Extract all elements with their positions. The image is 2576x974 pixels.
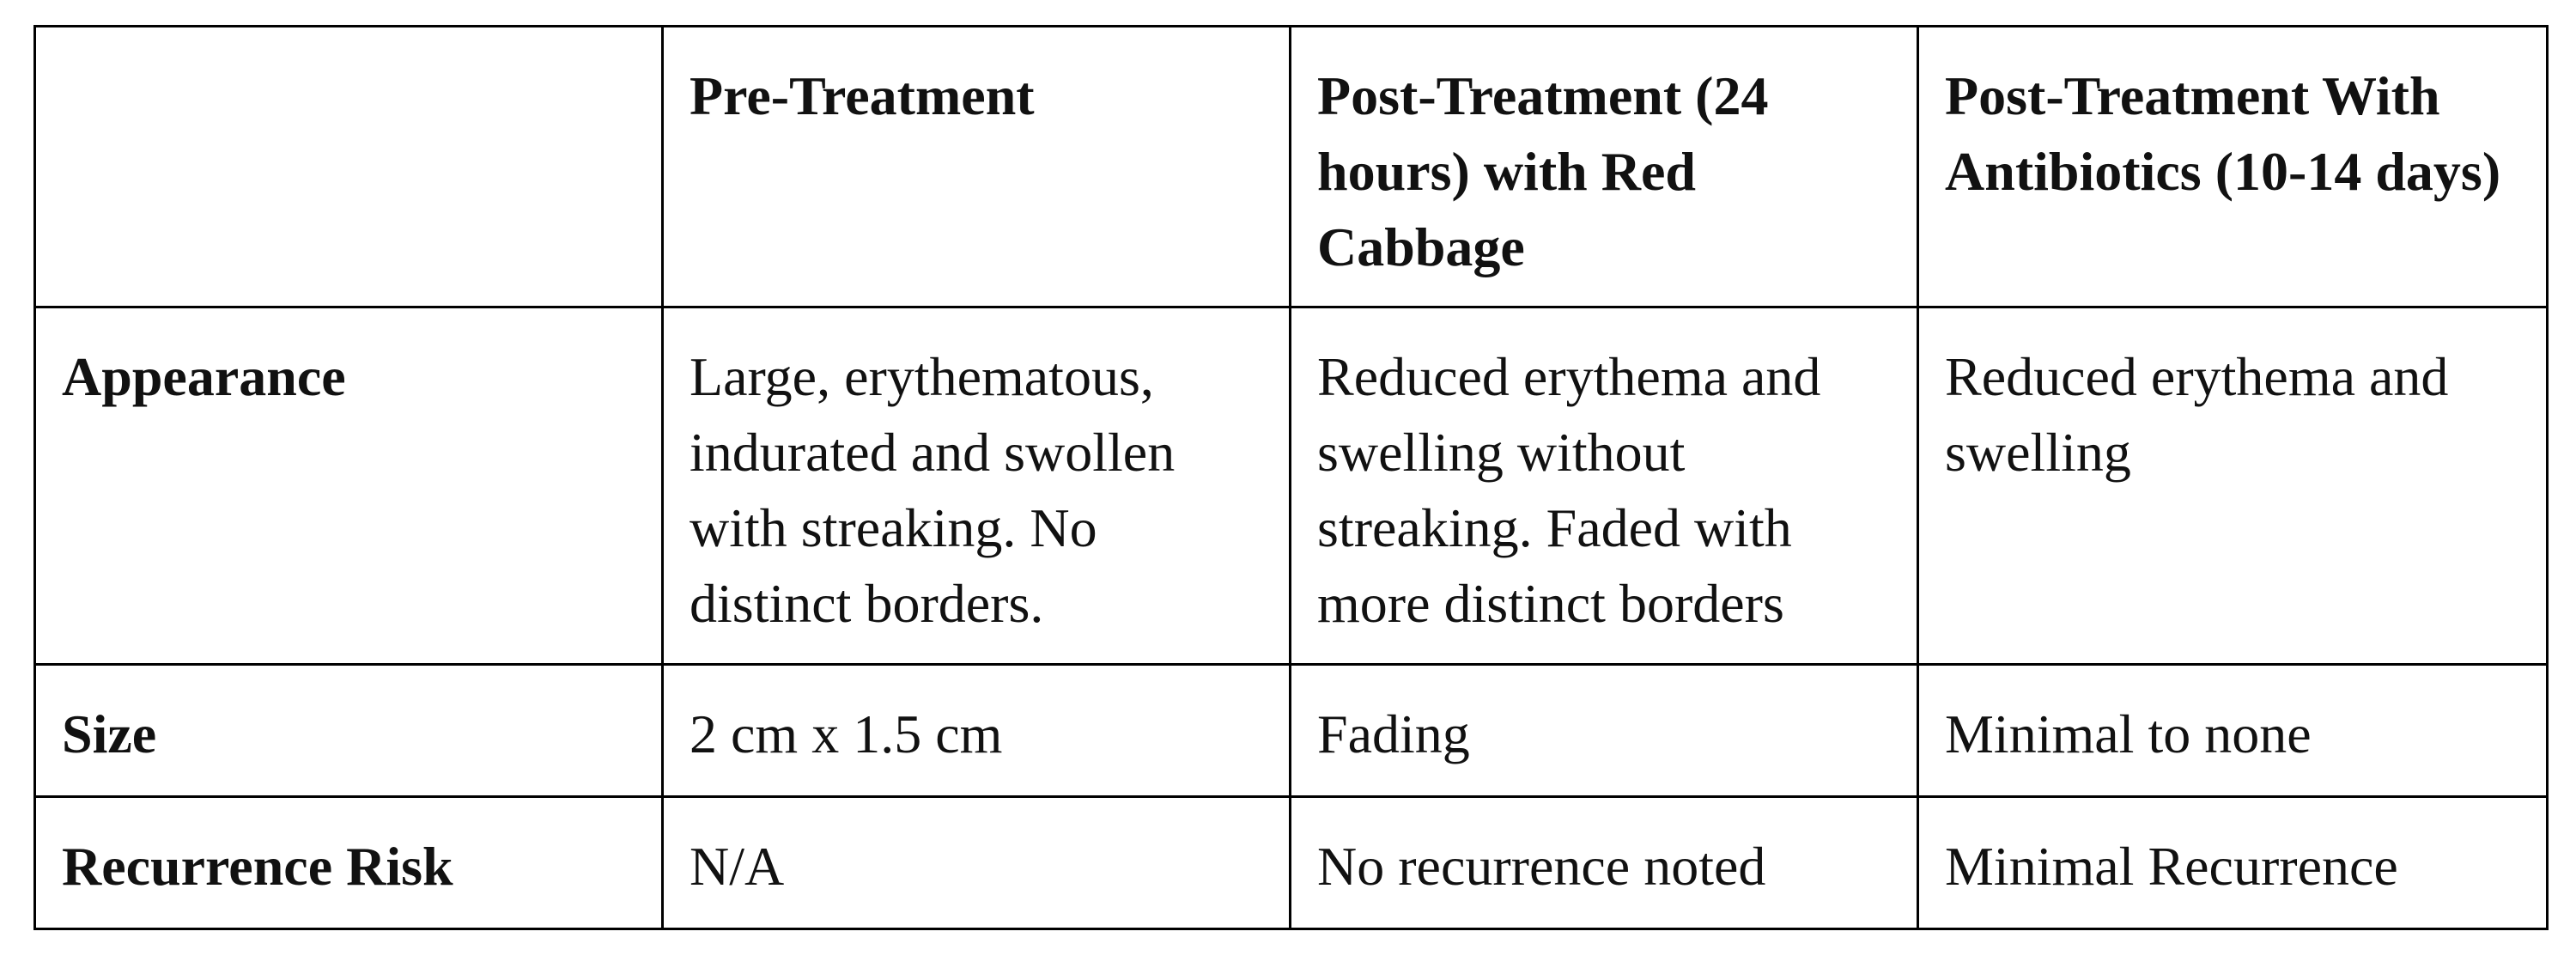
header-cell-post-treatment-antibiotics: Post-Treatment With Antibiotics (10-14 days) [1918, 27, 2548, 307]
comparison-table [33, 25, 2549, 930]
cell-recurrence-pre-treatment: N/A [663, 797, 1291, 929]
row-label-recurrence-risk: Recurrence Risk [35, 797, 663, 929]
header-cell-empty [35, 27, 663, 307]
cell-size-pre-treatment: 2 cm x 1.5 cm [663, 665, 1291, 797]
cell-size-antibiotics: Minimal to none [1918, 665, 2548, 797]
row-label-size: Size [35, 665, 663, 797]
header-row [35, 27, 2548, 307]
cell-appearance-antibiotics: Reduced erythema and swelling [1918, 307, 2548, 665]
cell-recurrence-antibiotics: Minimal Recurrence [1918, 797, 2548, 929]
table-row-recurrence-risk [35, 797, 2548, 929]
row-label-appearance: Appearance [35, 307, 663, 665]
table-row-appearance [35, 307, 2548, 665]
table-row-size [35, 665, 2548, 797]
cell-size-red-cabbage: Fading [1291, 665, 1918, 797]
cell-recurrence-red-cabbage: No recurrence noted [1291, 797, 1918, 929]
cell-appearance-pre-treatment: Large, erythematous, indurated and swollen with streaking. No distinct borders. [663, 307, 1291, 665]
header-cell-pre-treatment: Pre-Treatment [663, 27, 1291, 307]
cell-appearance-red-cabbage: Reduced erythema and swelling without streaking. Faded with more distinct borders [1291, 307, 1918, 665]
header-cell-post-treatment-red-cabbage: Post-Treatment (24 hours) with Red Cabbage [1291, 27, 1918, 307]
